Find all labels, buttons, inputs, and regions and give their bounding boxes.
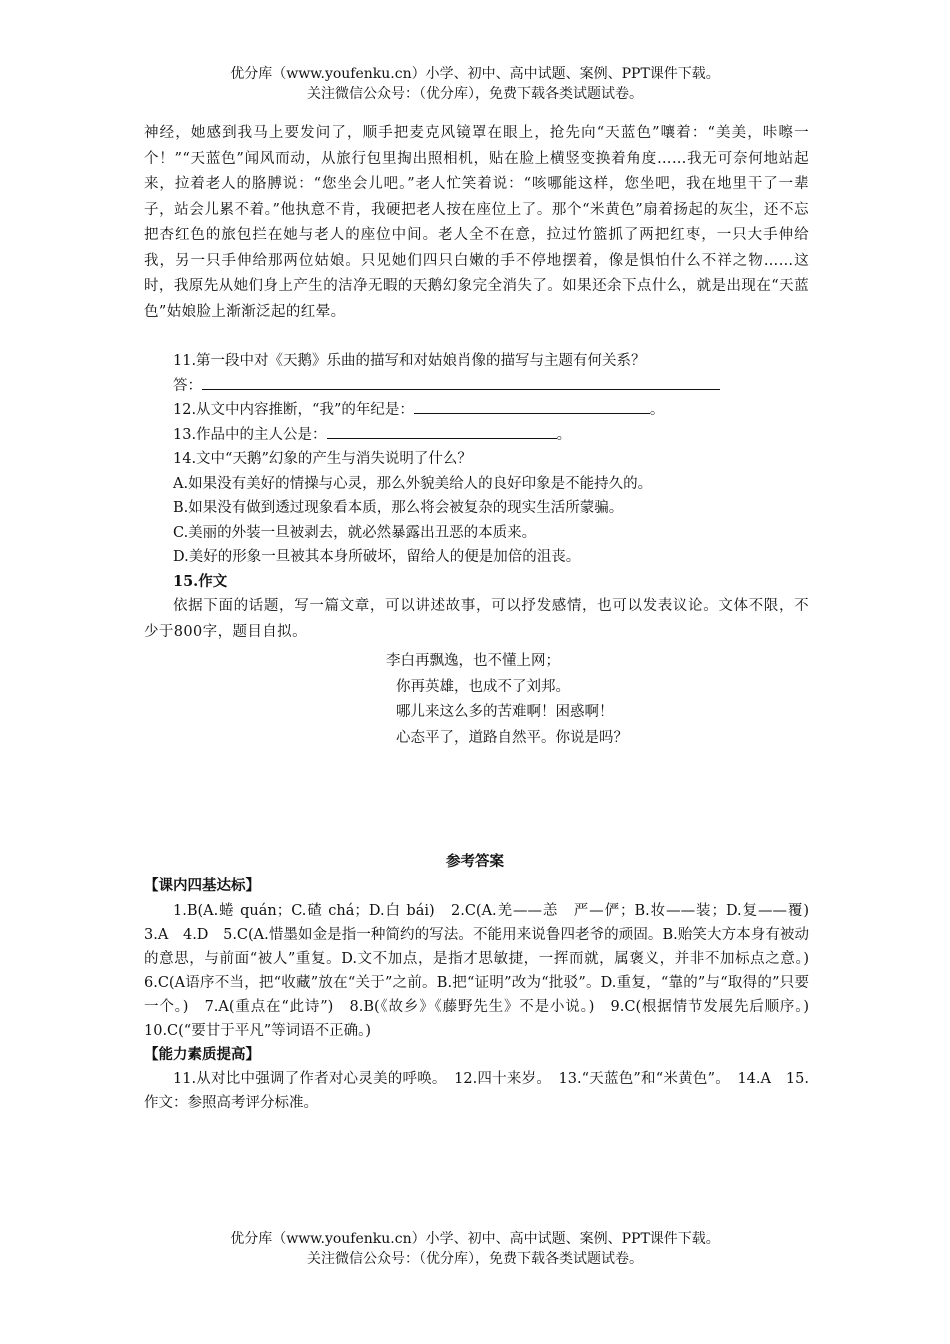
option-b: B.如果没有做到透过现象看本质，那么将会被复杂的现实生活所蒙骗。 bbox=[173, 500, 624, 516]
page-footer bbox=[0, 1229, 950, 1269]
option-c: C.美丽的外装一旦被剥去，就必然暴露出丑恶的本质来。 bbox=[173, 524, 537, 541]
answer-blank-11 bbox=[202, 374, 720, 390]
passage-text: 神经，她感到我马上要发问了，顺手把麦克风镜罩在眼上，抢先向“天蓝色”嚷着：“美美，咔嚓一个！”“天蓝色”闻风而动，从旅行包里掏出照相机，贴在脸上横竖变换着角度……我无可奈何地站起来，拉着老人的胳膊说：“您坐会儿吧。”老人忙笑着说：“咳哪能这样，您坐吧，我在地里干了一辈子，站会儿累不着。”他执意不肯，我硬把老人按在座位上了。那个“米黄色”扇着扬起的灰尘，还不忘把杏红色的旅包拦在她与老人的座位中间。老人全不在意，拉过竹篮抓了两把红枣，一只大手伸给我，另一只手伸给那两位姑娘。只见她们四只白嫩的手不停地摆着，像是惧怕什么不祥之物……这时，我原先从她们身上产生的洁净无暇的天鹅幻象完全消失了。如果还余下点什么，就是出现在“天蓝色”姑娘脸上渐渐泛起的红晕。 bbox=[144, 125, 809, 320]
answers-title: 参考答案 bbox=[446, 853, 504, 870]
answers-section-2-heading: 【能力素质提高】 bbox=[144, 1045, 260, 1063]
question-12-text: 12.从文中内容推断，“我”的年纪是： bbox=[173, 402, 414, 418]
option-a: A.如果没有美好的情操与心灵，那么外貌美给人的良好印象是不能持久的。 bbox=[173, 475, 653, 492]
question-14: 14.文中“天鹅”幻象的产生与消失说明了什么？ bbox=[173, 451, 472, 467]
passage-block bbox=[144, 121, 809, 325]
question-11: 11.第一段中对《天鹅》乐曲的描写和对姑娘肖像的描写与主题有何关系？ bbox=[173, 353, 646, 369]
answer-label: 答： bbox=[173, 377, 202, 394]
question-12-period: 。 bbox=[649, 402, 665, 418]
answers-section-1-text: 1.B(A.蜷 quán；C.碴 chá；D.白 bái) 2.C(A.羌——恙 严—俨；B.妆——装；D.复——覆) 3.A 4.D 5.C(A.惜墨如金是指一种简约的写法。不能用来说鲁四老爷的顽固。B.贻笑大方本身有被动的意思，与前面“被人”重复。D.文不加点，是指才思敏捷，一挥而就，属褒义，并非不加标点之意。) 6.C(A语序不当，把“收藏”放在“关于”之前。B.把“证明”改为“批驳”。D.重复，“靠的”与“取得的”只要一个。) 7.A(重点在“此诗”) 8.B(《故乡》《藤野先生》不是小说。) 9.C(根据情节发展先后顺序。) 10.C(“要甘于平凡”等词语不正确。) bbox=[144, 902, 824, 1039]
answers-block bbox=[144, 874, 824, 1115]
question-13 bbox=[144, 423, 809, 448]
poem-line-1: 李白再飘逸，也不懂上网； bbox=[386, 653, 560, 669]
poem-line-4: 心态平了，道路自然平。你说是吗？ bbox=[396, 729, 628, 746]
answer-blank-13 bbox=[327, 423, 557, 439]
footer-line-1: 优分库（www.youfenku.cn）小学、初中、高中试题、案例、PPT课件下载。 bbox=[230, 1231, 720, 1247]
question-12 bbox=[144, 398, 809, 423]
answer-blank-12 bbox=[414, 398, 650, 414]
answers-section-2-text: 11.从对比中强调了作者对心灵美的呼唤。 12.四十来岁。 13.“天蓝色”和“米黄色”。 14.A 15.作文：参照高考评分标准。 bbox=[144, 1071, 809, 1111]
answer-line-11 bbox=[144, 374, 809, 399]
questions-block bbox=[144, 349, 809, 645]
header-line-2: 关注微信公众号：（优分库），免费下载各类试题试卷。 bbox=[307, 86, 643, 102]
poem-line-2: 你再英雄，也成不了刘邦。 bbox=[396, 678, 570, 695]
page-header bbox=[0, 64, 950, 104]
answers-section-1-heading: 【课内四基达标】 bbox=[144, 877, 260, 894]
question-13-period: 。 bbox=[556, 426, 572, 443]
question-15-prompt: 依据下面的话题，写一篇文章，可以讲述故事，可以抒发感情，也可以发表议论。文体不限，不少于800字，题目自拟。 bbox=[144, 598, 809, 640]
question-15-title: 15.作文 bbox=[173, 572, 228, 590]
option-d: D.美好的形象一旦被其本身所破坏，留给人的便是加倍的沮丧。 bbox=[173, 549, 581, 565]
footer-line-2: 关注微信公众号：（优分库），免费下载各类试题试卷。 bbox=[307, 1251, 643, 1267]
question-13-text: 13.作品中的主人公是： bbox=[173, 426, 327, 443]
poem-line-3: 哪儿来这么多的苦难啊！困惑啊！ bbox=[396, 704, 614, 720]
header-line-1: 优分库（www.youfenku.cn）小学、初中、高中试题、案例、PPT课件下载。 bbox=[230, 66, 720, 82]
topic-poem bbox=[386, 649, 706, 751]
